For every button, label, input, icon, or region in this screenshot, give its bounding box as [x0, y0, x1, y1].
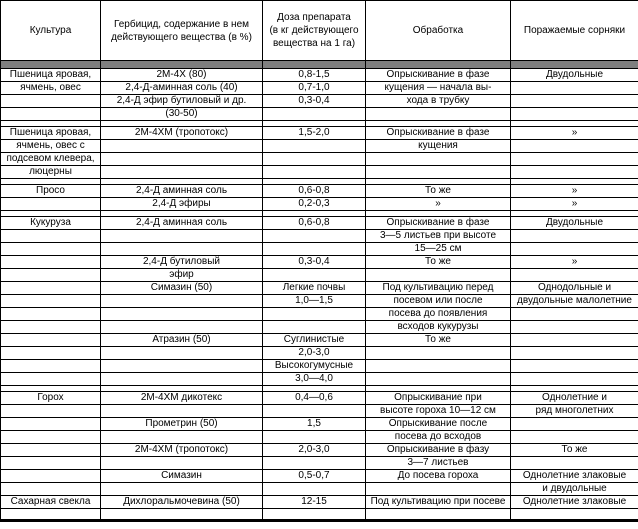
table-row	[1, 69, 638, 82]
table-cell: 2,4-Д бутиловый	[101, 256, 263, 269]
table-cell: Сахарная свекла	[1, 496, 101, 509]
table-cell: Опрыскивание при	[366, 392, 511, 405]
table-row	[1, 483, 638, 496]
table-row	[1, 230, 638, 243]
table-cell: Просо	[1, 185, 101, 198]
table-cell	[263, 269, 366, 282]
table-row	[1, 295, 638, 308]
table-row	[1, 360, 638, 373]
table-cell: »	[511, 256, 638, 269]
table-cell: 0,4—0,6	[263, 392, 366, 405]
table-cell	[511, 509, 638, 521]
table-cell	[1, 483, 101, 496]
separator-cell	[101, 61, 263, 69]
table-cell	[101, 243, 263, 256]
table-cell	[366, 153, 511, 166]
table-cell: кущения	[366, 140, 511, 153]
table-cell	[101, 509, 263, 521]
separator-cell	[511, 61, 638, 69]
table-cell: Опрыскивание после	[366, 418, 511, 431]
table-row	[1, 457, 638, 470]
table-cell: Однодольные и	[511, 282, 638, 295]
table-row	[1, 153, 638, 166]
table-cell: 1,5	[263, 418, 366, 431]
table-cell: Горох	[1, 392, 101, 405]
table-cell	[1, 444, 101, 457]
table-cell	[511, 418, 638, 431]
table-cell: »	[511, 185, 638, 198]
table-cell: всходов кукурузы	[366, 321, 511, 334]
table-cell: 0,3-0,4	[263, 95, 366, 108]
table-cell	[1, 457, 101, 470]
table-cell: То же	[511, 444, 638, 457]
table-cell	[511, 108, 638, 121]
table-cell	[366, 483, 511, 496]
table-cell: 3,0—4,0	[263, 373, 366, 386]
table-row	[1, 198, 638, 211]
table-cell	[1, 334, 101, 347]
table-cell	[1, 243, 101, 256]
table-cell	[1, 373, 101, 386]
table-cell	[1, 108, 101, 121]
table-cell: Кукуруза	[1, 217, 101, 230]
table-cell: 3—5 листьев при высоте	[366, 230, 511, 243]
table-cell	[511, 308, 638, 321]
table-cell	[1, 308, 101, 321]
table-cell: Высокогумусные	[263, 360, 366, 373]
table-cell: 0,7-1,0	[263, 82, 366, 95]
table-cell: Двудольные	[511, 217, 638, 230]
table-cell: Под культивацию при посеве	[366, 496, 511, 509]
table-cell	[1, 198, 101, 211]
table-cell: Пшеница яровая,	[1, 127, 101, 140]
table-cell: 1,5-2,0	[263, 127, 366, 140]
table-row	[1, 418, 638, 431]
table-cell: 2,4-Д эфиры	[101, 198, 263, 211]
table-cell	[511, 360, 638, 373]
table-cell	[263, 405, 366, 418]
table-cell: люцерны	[1, 166, 101, 179]
table-cell: Пшеница яровая,	[1, 69, 101, 82]
table-cell	[366, 373, 511, 386]
table-row	[1, 140, 638, 153]
column-header: Доза препарата (в кг действующего вещества на 1 га)	[263, 1, 366, 61]
table-row	[1, 444, 638, 457]
table-cell: ряд многолетних	[511, 405, 638, 418]
table-cell: То же	[366, 256, 511, 269]
table-cell: То же	[366, 334, 511, 347]
table-cell: эфир	[101, 269, 263, 282]
table-cell: »	[511, 198, 638, 211]
table-cell: 0,5-0,7	[263, 470, 366, 483]
table-cell: 2,4-Д эфир бутиловый и др.	[101, 95, 263, 108]
table-cell	[263, 457, 366, 470]
table-row	[1, 127, 638, 140]
table-cell	[263, 308, 366, 321]
column-header: Гербицид, содержание в нем действующего вещества (в %)	[101, 1, 263, 61]
table-row	[1, 82, 638, 95]
table-cell: 1,0—1,5	[263, 295, 366, 308]
table-cell: и двудольные	[511, 483, 638, 496]
table-cell: Симазин	[101, 470, 263, 483]
table-cell: Однолетние злаковые	[511, 470, 638, 483]
table-cell	[101, 230, 263, 243]
gray-separator-row	[1, 61, 638, 69]
table-cell: Симазин (50)	[101, 282, 263, 295]
table-cell: Двудольные	[511, 69, 638, 82]
table-cell	[101, 373, 263, 386]
table-cell	[511, 153, 638, 166]
table-row	[1, 256, 638, 269]
table-row	[1, 334, 638, 347]
table-row	[1, 185, 638, 198]
table-row	[1, 347, 638, 360]
table-cell	[263, 509, 366, 521]
table-row	[1, 431, 638, 444]
table-cell	[101, 483, 263, 496]
table-cell	[511, 457, 638, 470]
table-cell	[1, 269, 101, 282]
table-cell	[511, 140, 638, 153]
separator-cell	[1, 61, 101, 69]
table-cell	[263, 321, 366, 334]
table-row	[1, 269, 638, 282]
table-cell	[366, 509, 511, 521]
table-cell	[511, 269, 638, 282]
table-cell	[511, 431, 638, 444]
table-cell	[1, 431, 101, 444]
table-cell: подсевом клевера,	[1, 153, 101, 166]
table-cell	[101, 405, 263, 418]
table-cell: 0,3-0,4	[263, 256, 366, 269]
table-cell	[101, 321, 263, 334]
table-cell	[101, 295, 263, 308]
table-row	[1, 243, 638, 256]
table-cell: 2М-4ХМ (тропотокс)	[101, 127, 263, 140]
table-cell: Под культивацию перед	[366, 282, 511, 295]
table-cell	[263, 243, 366, 256]
table-row	[1, 321, 638, 334]
table-cell: »	[366, 198, 511, 211]
table-cell	[511, 82, 638, 95]
table-cell	[366, 108, 511, 121]
table-cell	[101, 431, 263, 444]
table-cell	[511, 321, 638, 334]
table-cell: До посева гороха	[366, 470, 511, 483]
table-cell: Дихлоральмочевина (50)	[101, 496, 263, 509]
table-cell: 12-15	[263, 496, 366, 509]
table-cell: Опрыскивание в фазу	[366, 444, 511, 457]
table-cell	[101, 166, 263, 179]
table-cell	[1, 347, 101, 360]
table-cell	[263, 166, 366, 179]
table-cell	[101, 140, 263, 153]
table-cell	[1, 470, 101, 483]
table-cell: Суглинистые	[263, 334, 366, 347]
table-cell	[1, 95, 101, 108]
table-cell: Опрыскивание в фазе	[366, 69, 511, 82]
table-cell: 0,8-1,5	[263, 69, 366, 82]
column-header: Культура	[1, 1, 101, 61]
table-cell	[101, 153, 263, 166]
table-cell	[366, 347, 511, 360]
table-cell	[263, 153, 366, 166]
table-cell	[1, 360, 101, 373]
table-cell: То же	[366, 185, 511, 198]
table-cell: ячмень, овес	[1, 82, 101, 95]
table-cell	[101, 360, 263, 373]
table-cell	[101, 457, 263, 470]
table-cell	[1, 295, 101, 308]
table-cell	[1, 230, 101, 243]
header-row	[1, 1, 638, 61]
table-cell	[1, 282, 101, 295]
table-cell	[511, 373, 638, 386]
table-cell: Опрыскивание в фазе	[366, 217, 511, 230]
table-cell: Легкие почвы	[263, 282, 366, 295]
table-row	[1, 373, 638, 386]
table-cell: 2,4-Д-аминная соль (40)	[101, 82, 263, 95]
table-cell	[101, 308, 263, 321]
table-cell: Атразин (50)	[101, 334, 263, 347]
table-cell: хода в трубку	[366, 95, 511, 108]
table-cell: Однолетние и	[511, 392, 638, 405]
table-row	[1, 509, 638, 521]
table-cell: высоте гороха 10—12 см	[366, 405, 511, 418]
table-cell	[511, 166, 638, 179]
table-cell: »	[511, 127, 638, 140]
table-cell	[366, 269, 511, 282]
table-cell	[511, 334, 638, 347]
table-cell: кущения — начала вы-	[366, 82, 511, 95]
table-cell	[511, 347, 638, 360]
table-row	[1, 470, 638, 483]
table-cell	[1, 509, 101, 521]
table-row	[1, 496, 638, 509]
table-cell: 2М-4ХМ дикотекс	[101, 392, 263, 405]
table-cell: посева до всходов	[366, 431, 511, 444]
table-cell: 0,2-0,3	[263, 198, 366, 211]
table-cell	[511, 95, 638, 108]
table-cell: 2М-4Х (80)	[101, 69, 263, 82]
table-cell	[101, 347, 263, 360]
table-cell	[1, 256, 101, 269]
table-cell: (30-50)	[101, 108, 263, 121]
table-cell: ячмень, овес с	[1, 140, 101, 153]
table-cell	[366, 360, 511, 373]
column-header: Поражаемые сорняки	[511, 1, 638, 61]
table-cell: 2,0-3,0	[263, 444, 366, 457]
separator-cell	[263, 61, 366, 69]
table-cell: посевом или после	[366, 295, 511, 308]
table-cell	[511, 243, 638, 256]
table-row	[1, 392, 638, 405]
table-row	[1, 95, 638, 108]
table-cell: 0,6-0,8	[263, 217, 366, 230]
table-row	[1, 217, 638, 230]
table-cell: 3—7 листьев	[366, 457, 511, 470]
table-cell	[263, 140, 366, 153]
table-cell: посева до появления	[366, 308, 511, 321]
table-row	[1, 108, 638, 121]
table-cell: 0,6-0,8	[263, 185, 366, 198]
table-cell	[511, 230, 638, 243]
table-cell: двудольные малолетние	[511, 295, 638, 308]
table-cell: 15—25 см	[366, 243, 511, 256]
table-cell: 2,4-Д аминная соль	[101, 185, 263, 198]
table-cell	[1, 418, 101, 431]
table-row	[1, 166, 638, 179]
table-cell: 2,0-3,0	[263, 347, 366, 360]
table-cell	[366, 166, 511, 179]
column-header: Обработка	[366, 1, 511, 61]
table-cell	[263, 230, 366, 243]
table-row	[1, 282, 638, 295]
table-cell: 2М-4ХМ (тропотокс)	[101, 444, 263, 457]
separator-cell	[366, 61, 511, 69]
table-cell: Однолетние злаковые	[511, 496, 638, 509]
table-cell: 2,4-Д аминная соль	[101, 217, 263, 230]
table-cell	[1, 405, 101, 418]
table-cell	[263, 431, 366, 444]
table-cell	[263, 108, 366, 121]
table-cell: Прометрин (50)	[101, 418, 263, 431]
table-row	[1, 405, 638, 418]
table-cell	[263, 483, 366, 496]
table-row	[1, 308, 638, 321]
table-cell: Опрыскивание в фазе	[366, 127, 511, 140]
table-cell	[1, 321, 101, 334]
